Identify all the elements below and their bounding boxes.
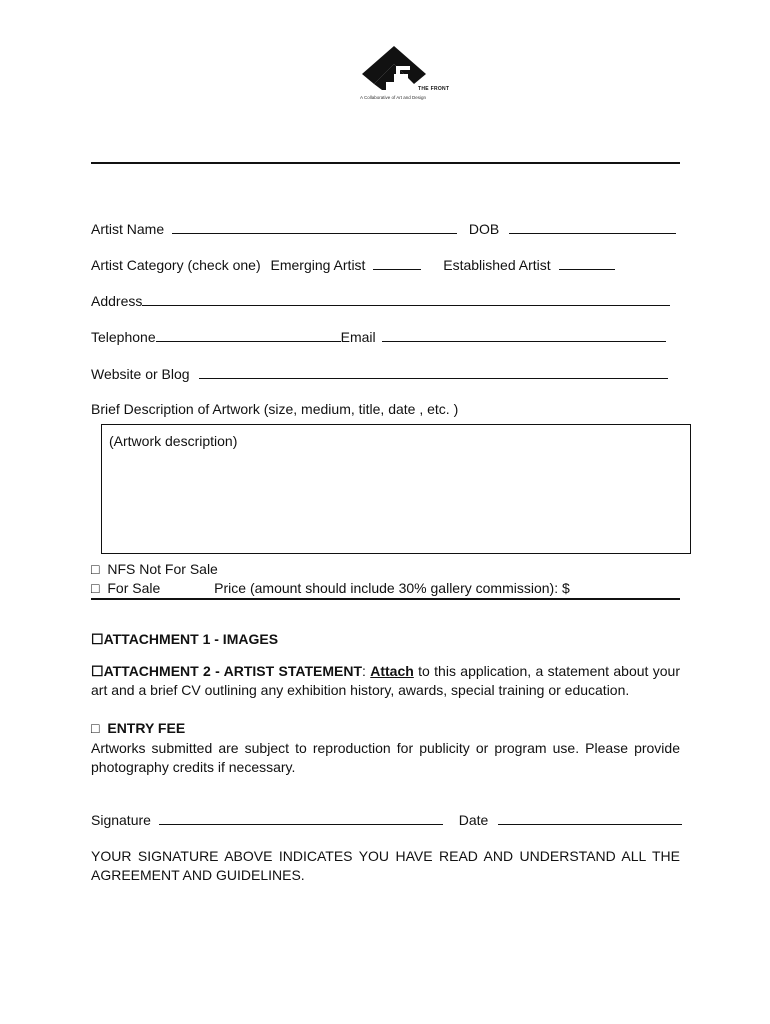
artist-category-row xyxy=(91,257,615,273)
website-row xyxy=(91,366,668,382)
attach-link: Attach xyxy=(370,663,414,679)
signature-field[interactable] xyxy=(159,812,443,825)
signature-label: Signature xyxy=(91,812,151,828)
address-label: Address xyxy=(91,293,143,309)
attachment-2-heading: ATTACHMENT 2 - ARTIST STATEMENT xyxy=(103,663,363,679)
price-label: Price (amount should include 30% gallery commission): $ xyxy=(214,580,570,596)
signature-row xyxy=(91,812,682,828)
nfs-checkbox-icon[interactable]: □ xyxy=(91,561,100,577)
address-row xyxy=(91,293,670,309)
artwork-description-placeholder: (Artwork description) xyxy=(109,433,238,449)
for-sale-label: For Sale xyxy=(107,580,161,596)
header-rule xyxy=(91,162,680,164)
artist-name-field[interactable] xyxy=(172,221,457,234)
email-field[interactable] xyxy=(382,329,666,342)
nfs-label: NFS Not For Sale xyxy=(107,561,218,577)
telephone-label: Telephone xyxy=(91,329,156,345)
established-field[interactable] xyxy=(559,257,615,270)
website-label: Website or Blog xyxy=(91,366,190,382)
dob-label: DOB xyxy=(468,221,500,237)
dob-field[interactable] xyxy=(509,221,676,234)
address-field[interactable] xyxy=(142,293,670,306)
logo-brand: THE FRONT xyxy=(418,86,450,92)
date-label: Date xyxy=(458,812,489,828)
for-sale-checkbox-icon[interactable]: □ xyxy=(91,580,100,596)
emerging-field[interactable] xyxy=(373,257,421,270)
entry-fee[interactable] xyxy=(91,720,185,736)
for-sale-option[interactable] xyxy=(91,580,570,596)
telephone-email-row xyxy=(91,329,666,345)
website-field[interactable] xyxy=(199,366,668,379)
description-label: Brief Description of Artwork (size, medium, title, date , etc. ) xyxy=(91,401,459,417)
entry-fee-label: ENTRY FEE xyxy=(107,720,186,736)
attachment-2-checkbox-icon[interactable]: ☐ xyxy=(91,663,104,679)
attachment-2-paragraph xyxy=(91,662,680,700)
established-label: Established Artist xyxy=(443,257,551,273)
emerging-label: Emerging Artist xyxy=(270,257,366,273)
attachment-1-checkbox-icon[interactable]: ☐ xyxy=(91,631,104,647)
logo-tagline: A Collaborative of Art and Design xyxy=(360,95,427,100)
reproduction-notice: Artworks submitted are subject to reproduction for publicity or program use. Please provide photography credits if necessary. xyxy=(91,740,680,775)
artist-name-row xyxy=(91,221,676,237)
attachment-2-text: to this application, a statement about your art and a brief CV outlining any exhibition history, awards, special training or education. xyxy=(91,663,681,698)
date-field[interactable] xyxy=(498,812,682,825)
attachment-1-label: ATTACHMENT 1 - IMAGES xyxy=(103,631,279,647)
telephone-field[interactable] xyxy=(156,329,341,342)
attachment-2-colon: : xyxy=(362,663,366,679)
entry-fee-checkbox-icon[interactable]: □ xyxy=(91,720,100,736)
price-field[interactable] xyxy=(91,598,680,600)
category-label: Artist Category (check one) xyxy=(91,257,261,273)
signature-notice: YOUR SIGNATURE ABOVE INDICATES YOU HAVE READ AND UNDERSTAND ALL THE AGREEMENT AND GUIDELINES. xyxy=(91,848,680,883)
artist-name-label: Artist Name xyxy=(91,221,165,237)
artwork-description-box[interactable] xyxy=(101,424,691,554)
attachment-1[interactable] xyxy=(91,631,278,648)
email-label: Email xyxy=(340,329,376,345)
nfs-option[interactable] xyxy=(91,561,218,577)
